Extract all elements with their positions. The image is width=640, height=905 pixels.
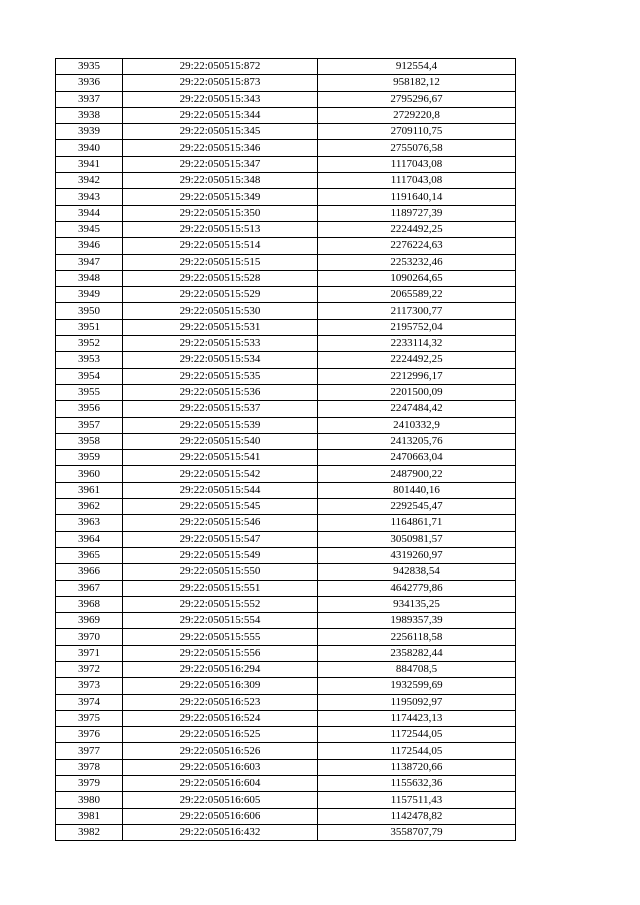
cadastral-number-cell: 29:22:050515:533 (123, 336, 318, 352)
table-row (56, 287, 516, 303)
value-cell: 4319260,97 (318, 547, 516, 563)
table-row (56, 270, 516, 286)
row-number-cell: 3955 (56, 384, 123, 400)
cadastral-number-cell: 29:22:050515:556 (123, 645, 318, 661)
value-cell: 1172544,05 (318, 727, 516, 743)
row-number-cell: 3949 (56, 287, 123, 303)
row-number-cell: 3980 (56, 792, 123, 808)
cadastral-number-cell: 29:22:050516:294 (123, 661, 318, 677)
row-number-cell: 3938 (56, 107, 123, 123)
row-number-cell: 3941 (56, 156, 123, 172)
value-cell: 801440,16 (318, 482, 516, 498)
value-cell: 1157511,43 (318, 792, 516, 808)
value-cell: 2487900,22 (318, 466, 516, 482)
value-cell: 1989357,39 (318, 613, 516, 629)
table-row (56, 221, 516, 237)
cadastral-number-cell: 29:22:050515:873 (123, 75, 318, 91)
value-cell: 1191640,14 (318, 189, 516, 205)
cadastral-number-cell: 29:22:050516:523 (123, 694, 318, 710)
cadastral-value-table (55, 58, 516, 841)
row-number-cell: 3975 (56, 710, 123, 726)
value-cell: 2795296,67 (318, 91, 516, 107)
row-number-cell: 3956 (56, 401, 123, 417)
cadastral-number-cell: 29:22:050515:546 (123, 515, 318, 531)
row-number-cell: 3977 (56, 743, 123, 759)
cadastral-number-cell: 29:22:050515:535 (123, 368, 318, 384)
row-number-cell: 3936 (56, 75, 123, 91)
value-cell: 2212996,17 (318, 368, 516, 384)
row-number-cell: 3951 (56, 319, 123, 335)
table-row (56, 173, 516, 189)
value-cell: 1117043,08 (318, 173, 516, 189)
cadastral-number-cell: 29:22:050515:514 (123, 238, 318, 254)
value-cell: 1117043,08 (318, 156, 516, 172)
cadastral-number-cell: 29:22:050515:530 (123, 303, 318, 319)
table-row (56, 743, 516, 759)
row-number-cell: 3971 (56, 645, 123, 661)
value-cell: 2358282,44 (318, 645, 516, 661)
value-cell: 2413205,76 (318, 433, 516, 449)
table-row (56, 678, 516, 694)
row-number-cell: 3953 (56, 352, 123, 368)
table-row (56, 401, 516, 417)
cadastral-number-cell: 29:22:050515:554 (123, 613, 318, 629)
row-number-cell: 3981 (56, 808, 123, 824)
cadastral-number-cell: 29:22:050515:537 (123, 401, 318, 417)
cadastral-number-cell: 29:22:050515:545 (123, 499, 318, 515)
table-row (56, 629, 516, 645)
table-row (56, 140, 516, 156)
row-number-cell: 3945 (56, 221, 123, 237)
value-cell: 2253232,46 (318, 254, 516, 270)
value-cell: 912554,4 (318, 59, 516, 75)
value-cell: 2224492,25 (318, 221, 516, 237)
row-number-cell: 3958 (56, 433, 123, 449)
table-row (56, 336, 516, 352)
value-cell: 942838,54 (318, 564, 516, 580)
value-cell: 2410332,9 (318, 417, 516, 433)
cadastral-number-cell: 29:22:050515:529 (123, 287, 318, 303)
table-row (56, 303, 516, 319)
row-number-cell: 3935 (56, 59, 123, 75)
value-cell: 2247484,42 (318, 401, 516, 417)
cadastral-number-cell: 29:22:050516:309 (123, 678, 318, 694)
table-row (56, 107, 516, 123)
row-number-cell: 3937 (56, 91, 123, 107)
cadastral-number-cell: 29:22:050515:350 (123, 205, 318, 221)
cadastral-number-cell: 29:22:050515:540 (123, 433, 318, 449)
table-row (56, 564, 516, 580)
table-row (56, 824, 516, 840)
table-row (56, 466, 516, 482)
cadastral-number-cell: 29:22:050515:542 (123, 466, 318, 482)
value-cell: 4642779,86 (318, 580, 516, 596)
table-row (56, 384, 516, 400)
table-row (56, 596, 516, 612)
value-cell: 1189727,39 (318, 205, 516, 221)
cadastral-number-cell: 29:22:050515:515 (123, 254, 318, 270)
row-number-cell: 3967 (56, 580, 123, 596)
table-row (56, 368, 516, 384)
value-cell: 2117300,77 (318, 303, 516, 319)
value-cell: 2233114,32 (318, 336, 516, 352)
cadastral-number-cell: 29:22:050515:528 (123, 270, 318, 286)
cadastral-number-cell: 29:22:050515:347 (123, 156, 318, 172)
row-number-cell: 3939 (56, 124, 123, 140)
row-number-cell: 3966 (56, 564, 123, 580)
row-number-cell: 3952 (56, 336, 123, 352)
row-number-cell: 3954 (56, 368, 123, 384)
row-number-cell: 3946 (56, 238, 123, 254)
value-cell: 2292545,47 (318, 499, 516, 515)
value-cell: 934135,25 (318, 596, 516, 612)
cadastral-number-cell: 29:22:050515:343 (123, 91, 318, 107)
cadastral-number-cell: 29:22:050515:551 (123, 580, 318, 596)
row-number-cell: 3965 (56, 547, 123, 563)
value-cell: 2470663,04 (318, 450, 516, 466)
row-number-cell: 3979 (56, 776, 123, 792)
table-row (56, 547, 516, 563)
table-row (56, 205, 516, 221)
value-cell: 1174423,13 (318, 710, 516, 726)
table-row (56, 499, 516, 515)
value-cell: 1155632,36 (318, 776, 516, 792)
table-row (56, 759, 516, 775)
row-number-cell: 3978 (56, 759, 123, 775)
value-cell: 2224492,25 (318, 352, 516, 368)
cadastral-number-cell: 29:22:050515:544 (123, 482, 318, 498)
value-cell: 2065589,22 (318, 287, 516, 303)
row-number-cell: 3972 (56, 661, 123, 677)
table-row (56, 319, 516, 335)
row-number-cell: 3973 (56, 678, 123, 694)
table-row (56, 613, 516, 629)
row-number-cell: 3940 (56, 140, 123, 156)
value-cell: 2256118,58 (318, 629, 516, 645)
row-number-cell: 3963 (56, 515, 123, 531)
row-number-cell: 3948 (56, 270, 123, 286)
cadastral-number-cell: 29:22:050515:534 (123, 352, 318, 368)
table-row (56, 75, 516, 91)
cadastral-number-cell: 29:22:050516:605 (123, 792, 318, 808)
value-cell: 1172544,05 (318, 743, 516, 759)
cadastral-number-cell: 29:22:050515:531 (123, 319, 318, 335)
value-cell: 1090264,65 (318, 270, 516, 286)
cadastral-number-cell: 29:22:050515:513 (123, 221, 318, 237)
cadastral-number-cell: 29:22:050515:348 (123, 173, 318, 189)
cadastral-number-cell: 29:22:050515:872 (123, 59, 318, 75)
value-cell: 3050981,57 (318, 531, 516, 547)
row-number-cell: 3982 (56, 824, 123, 840)
value-cell: 2755076,58 (318, 140, 516, 156)
cadastral-number-cell: 29:22:050515:536 (123, 384, 318, 400)
row-number-cell: 3964 (56, 531, 123, 547)
value-cell: 1142478,82 (318, 808, 516, 824)
row-number-cell: 3944 (56, 205, 123, 221)
table-row (56, 417, 516, 433)
table-row (56, 352, 516, 368)
value-cell: 1164861,71 (318, 515, 516, 531)
value-cell: 2195752,04 (318, 319, 516, 335)
cadastral-number-cell: 29:22:050515:549 (123, 547, 318, 563)
value-cell: 3558707,79 (318, 824, 516, 840)
cadastral-number-cell: 29:22:050515:550 (123, 564, 318, 580)
row-number-cell: 3960 (56, 466, 123, 482)
table-row (56, 580, 516, 596)
table-row (56, 710, 516, 726)
table-body (56, 59, 516, 841)
table-row (56, 91, 516, 107)
value-cell: 2729220,8 (318, 107, 516, 123)
cadastral-number-cell: 29:22:050515:547 (123, 531, 318, 547)
value-cell: 1138720,66 (318, 759, 516, 775)
table-row (56, 433, 516, 449)
cadastral-number-cell: 29:22:050515:552 (123, 596, 318, 612)
cadastral-number-cell: 29:22:050516:525 (123, 727, 318, 743)
value-cell: 1195092,97 (318, 694, 516, 710)
cadastral-number-cell: 29:22:050515:346 (123, 140, 318, 156)
row-number-cell: 3950 (56, 303, 123, 319)
cadastral-number-cell: 29:22:050516:432 (123, 824, 318, 840)
cadastral-number-cell: 29:22:050515:539 (123, 417, 318, 433)
table-row (56, 254, 516, 270)
table-row (56, 450, 516, 466)
value-cell: 958182,12 (318, 75, 516, 91)
row-number-cell: 3968 (56, 596, 123, 612)
table-row (56, 59, 516, 75)
row-number-cell: 3947 (56, 254, 123, 270)
table-row (56, 189, 516, 205)
cadastral-number-cell: 29:22:050515:349 (123, 189, 318, 205)
table-row (56, 124, 516, 140)
table-row (56, 808, 516, 824)
row-number-cell: 3957 (56, 417, 123, 433)
cadastral-number-cell: 29:22:050516:526 (123, 743, 318, 759)
cadastral-number-cell: 29:22:050516:604 (123, 776, 318, 792)
row-number-cell: 3969 (56, 613, 123, 629)
table-row (56, 515, 516, 531)
table-row (56, 661, 516, 677)
value-cell: 2201500,09 (318, 384, 516, 400)
cadastral-number-cell: 29:22:050516:524 (123, 710, 318, 726)
cadastral-number-cell: 29:22:050516:606 (123, 808, 318, 824)
table-row (56, 694, 516, 710)
table-row (56, 776, 516, 792)
cadastral-number-cell: 29:22:050515:541 (123, 450, 318, 466)
cadastral-number-cell: 29:22:050516:603 (123, 759, 318, 775)
value-cell: 1932599,69 (318, 678, 516, 694)
table-row (56, 792, 516, 808)
table-row (56, 238, 516, 254)
table-row (56, 156, 516, 172)
cadastral-number-cell: 29:22:050515:555 (123, 629, 318, 645)
value-cell: 2709110,75 (318, 124, 516, 140)
row-number-cell: 3942 (56, 173, 123, 189)
row-number-cell: 3959 (56, 450, 123, 466)
table-row (56, 482, 516, 498)
cadastral-number-cell: 29:22:050515:345 (123, 124, 318, 140)
row-number-cell: 3974 (56, 694, 123, 710)
value-cell: 2276224,63 (318, 238, 516, 254)
row-number-cell: 3976 (56, 727, 123, 743)
row-number-cell: 3961 (56, 482, 123, 498)
row-number-cell: 3943 (56, 189, 123, 205)
value-cell: 884708,5 (318, 661, 516, 677)
row-number-cell: 3962 (56, 499, 123, 515)
cadastral-number-cell: 29:22:050515:344 (123, 107, 318, 123)
table-row (56, 645, 516, 661)
table-row (56, 727, 516, 743)
table-row (56, 531, 516, 547)
row-number-cell: 3970 (56, 629, 123, 645)
